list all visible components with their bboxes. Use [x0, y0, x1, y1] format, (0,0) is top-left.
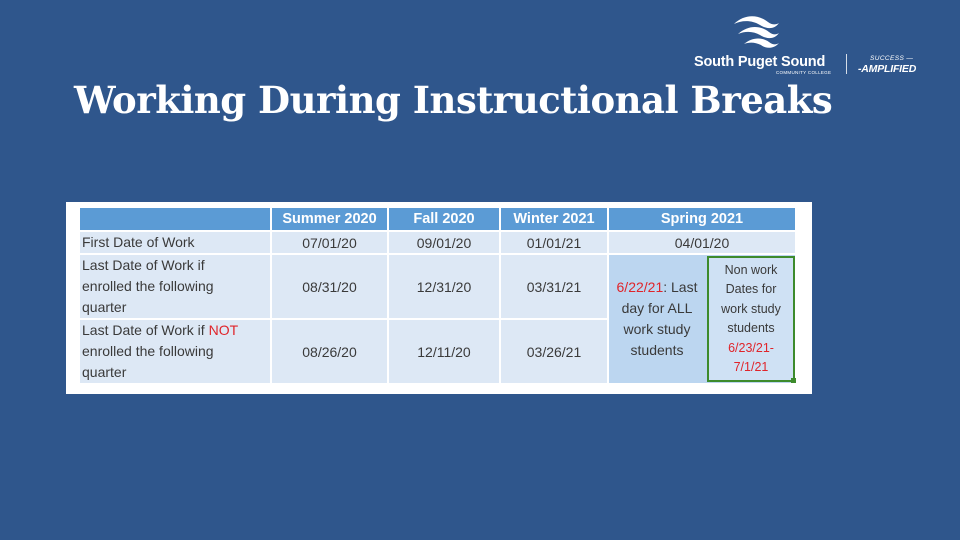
spring-last-day-note: [609, 256, 705, 382]
label-line: Last Date of Work if: [82, 257, 205, 273]
spring-2021-merged-cell: [609, 255, 795, 383]
label-line: quarter: [82, 364, 127, 380]
last-day-suffix: : Last: [663, 279, 698, 295]
logo-name: South Puget Sound: [694, 54, 826, 70]
cell-value: 09/01/20: [389, 232, 499, 253]
note-line: work study: [623, 321, 691, 337]
nonwork-dates-box[interactable]: [707, 256, 795, 382]
cell-value: 12/31/20: [389, 255, 499, 318]
label-line: quarter: [82, 299, 127, 315]
nonwork-line: students: [727, 321, 775, 335]
note-line: day for ALL: [621, 300, 693, 316]
table-row: [80, 255, 795, 318]
cell-value: 03/31/21: [501, 255, 607, 318]
label-line: enrolled the following: [82, 278, 214, 294]
header-spring-2021: Spring 2021: [609, 208, 795, 230]
cell-value: 08/26/20: [272, 320, 387, 383]
cell-value: 03/26/21: [501, 320, 607, 383]
row-label-last-date-enrolled: [80, 255, 270, 318]
cell-value: 12/11/20: [389, 320, 499, 383]
header-blank-cell: [80, 208, 270, 230]
nonwork-range-line: 6/23/21-: [728, 340, 774, 355]
nonwork-range-line: 7/1/21: [733, 360, 769, 374]
logo-divider: [846, 54, 847, 74]
last-day-date: 6/22/21: [616, 279, 664, 295]
cell-value: 07/01/20: [272, 232, 387, 253]
header-summer-2020: Summer 2020: [272, 208, 387, 230]
table-row: [80, 232, 795, 253]
college-logo: [690, 12, 930, 75]
label-emphasis: NOT: [208, 322, 239, 338]
wave-logo-icon: [732, 14, 780, 50]
slide-title: Working During Instructional Breaks: [74, 78, 833, 122]
cell-value: 08/31/20: [272, 255, 387, 318]
nonwork-line: work study: [721, 301, 781, 316]
schedule-table: [78, 206, 797, 385]
nonwork-line: Dates for: [725, 282, 777, 296]
nonwork-line: Non work: [724, 262, 778, 277]
logo-tagline-top: SUCCESS —: [870, 55, 914, 62]
note-line: students: [630, 342, 684, 358]
label-line: enrolled the following: [82, 343, 214, 359]
table-header-row: [80, 208, 795, 230]
schedule-table-card: [66, 202, 812, 394]
cell-value: 01/01/21: [501, 232, 607, 253]
row-label-last-date-not-enrolled: [80, 320, 270, 383]
spring-cell-content: [609, 256, 795, 382]
selection-resize-handle[interactable]: [791, 378, 796, 383]
header-fall-2020: Fall 2020: [389, 208, 499, 230]
logo-subtitle: COMMUNITY COLLEGE: [776, 70, 832, 75]
label-prefix: Last Date of Work if: [82, 322, 209, 338]
logo-tagline-bottom: -AMPLIFIED: [858, 63, 917, 75]
header-winter-2021: Winter 2021: [501, 208, 607, 230]
row-label-first-date: First Date of Work: [80, 232, 270, 253]
cell-value: 04/01/20: [609, 232, 795, 253]
